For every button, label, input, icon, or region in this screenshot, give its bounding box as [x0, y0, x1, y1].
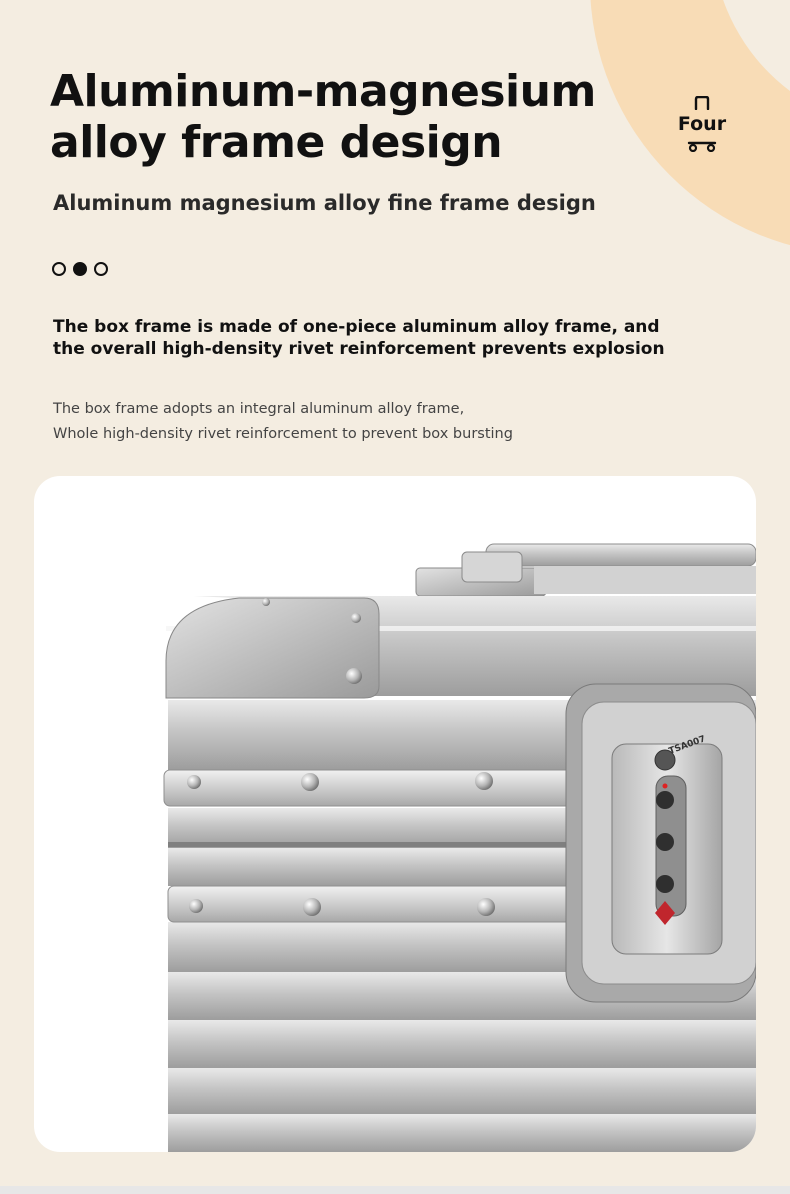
pagination-dot-active — [73, 262, 87, 276]
wheels-icon — [687, 140, 717, 152]
rivet — [351, 613, 361, 623]
tsa-lock — [566, 684, 756, 1002]
rivet — [346, 668, 362, 684]
feature-badge — [672, 96, 732, 152]
footer-divider — [0, 1186, 790, 1194]
description-line: The box frame adopts an integral aluminum alloy frame, — [53, 401, 465, 417]
rivet-band — [168, 886, 624, 922]
feature-headline: The box frame is made of one-piece aluminum alloy frame, and the overall high-density rivet reinforcement prevents explosion — [53, 317, 665, 359]
page-title: Aluminum-magnesium alloy frame design — [50, 66, 596, 168]
description-line: Whole high-density rivet reinforcement to prevent box bursting — [53, 426, 513, 442]
corner-protector — [166, 598, 379, 698]
pagination-dots — [52, 262, 108, 276]
suitcase-handle-icon — [694, 96, 710, 110]
pagination-dot — [52, 262, 66, 276]
pagination-dot — [94, 262, 108, 276]
suitcase-illustration — [34, 476, 756, 1152]
badge-label: Four — [677, 113, 727, 135]
top-handle — [416, 544, 756, 596]
rivet-band — [164, 770, 624, 806]
feature-description — [53, 397, 513, 447]
product-photo — [34, 476, 756, 1152]
lock-brand-text: TSA007 — [667, 734, 708, 757]
page-subtitle: Aluminum magnesium alloy fine frame design — [53, 191, 596, 215]
rivet — [262, 598, 270, 606]
